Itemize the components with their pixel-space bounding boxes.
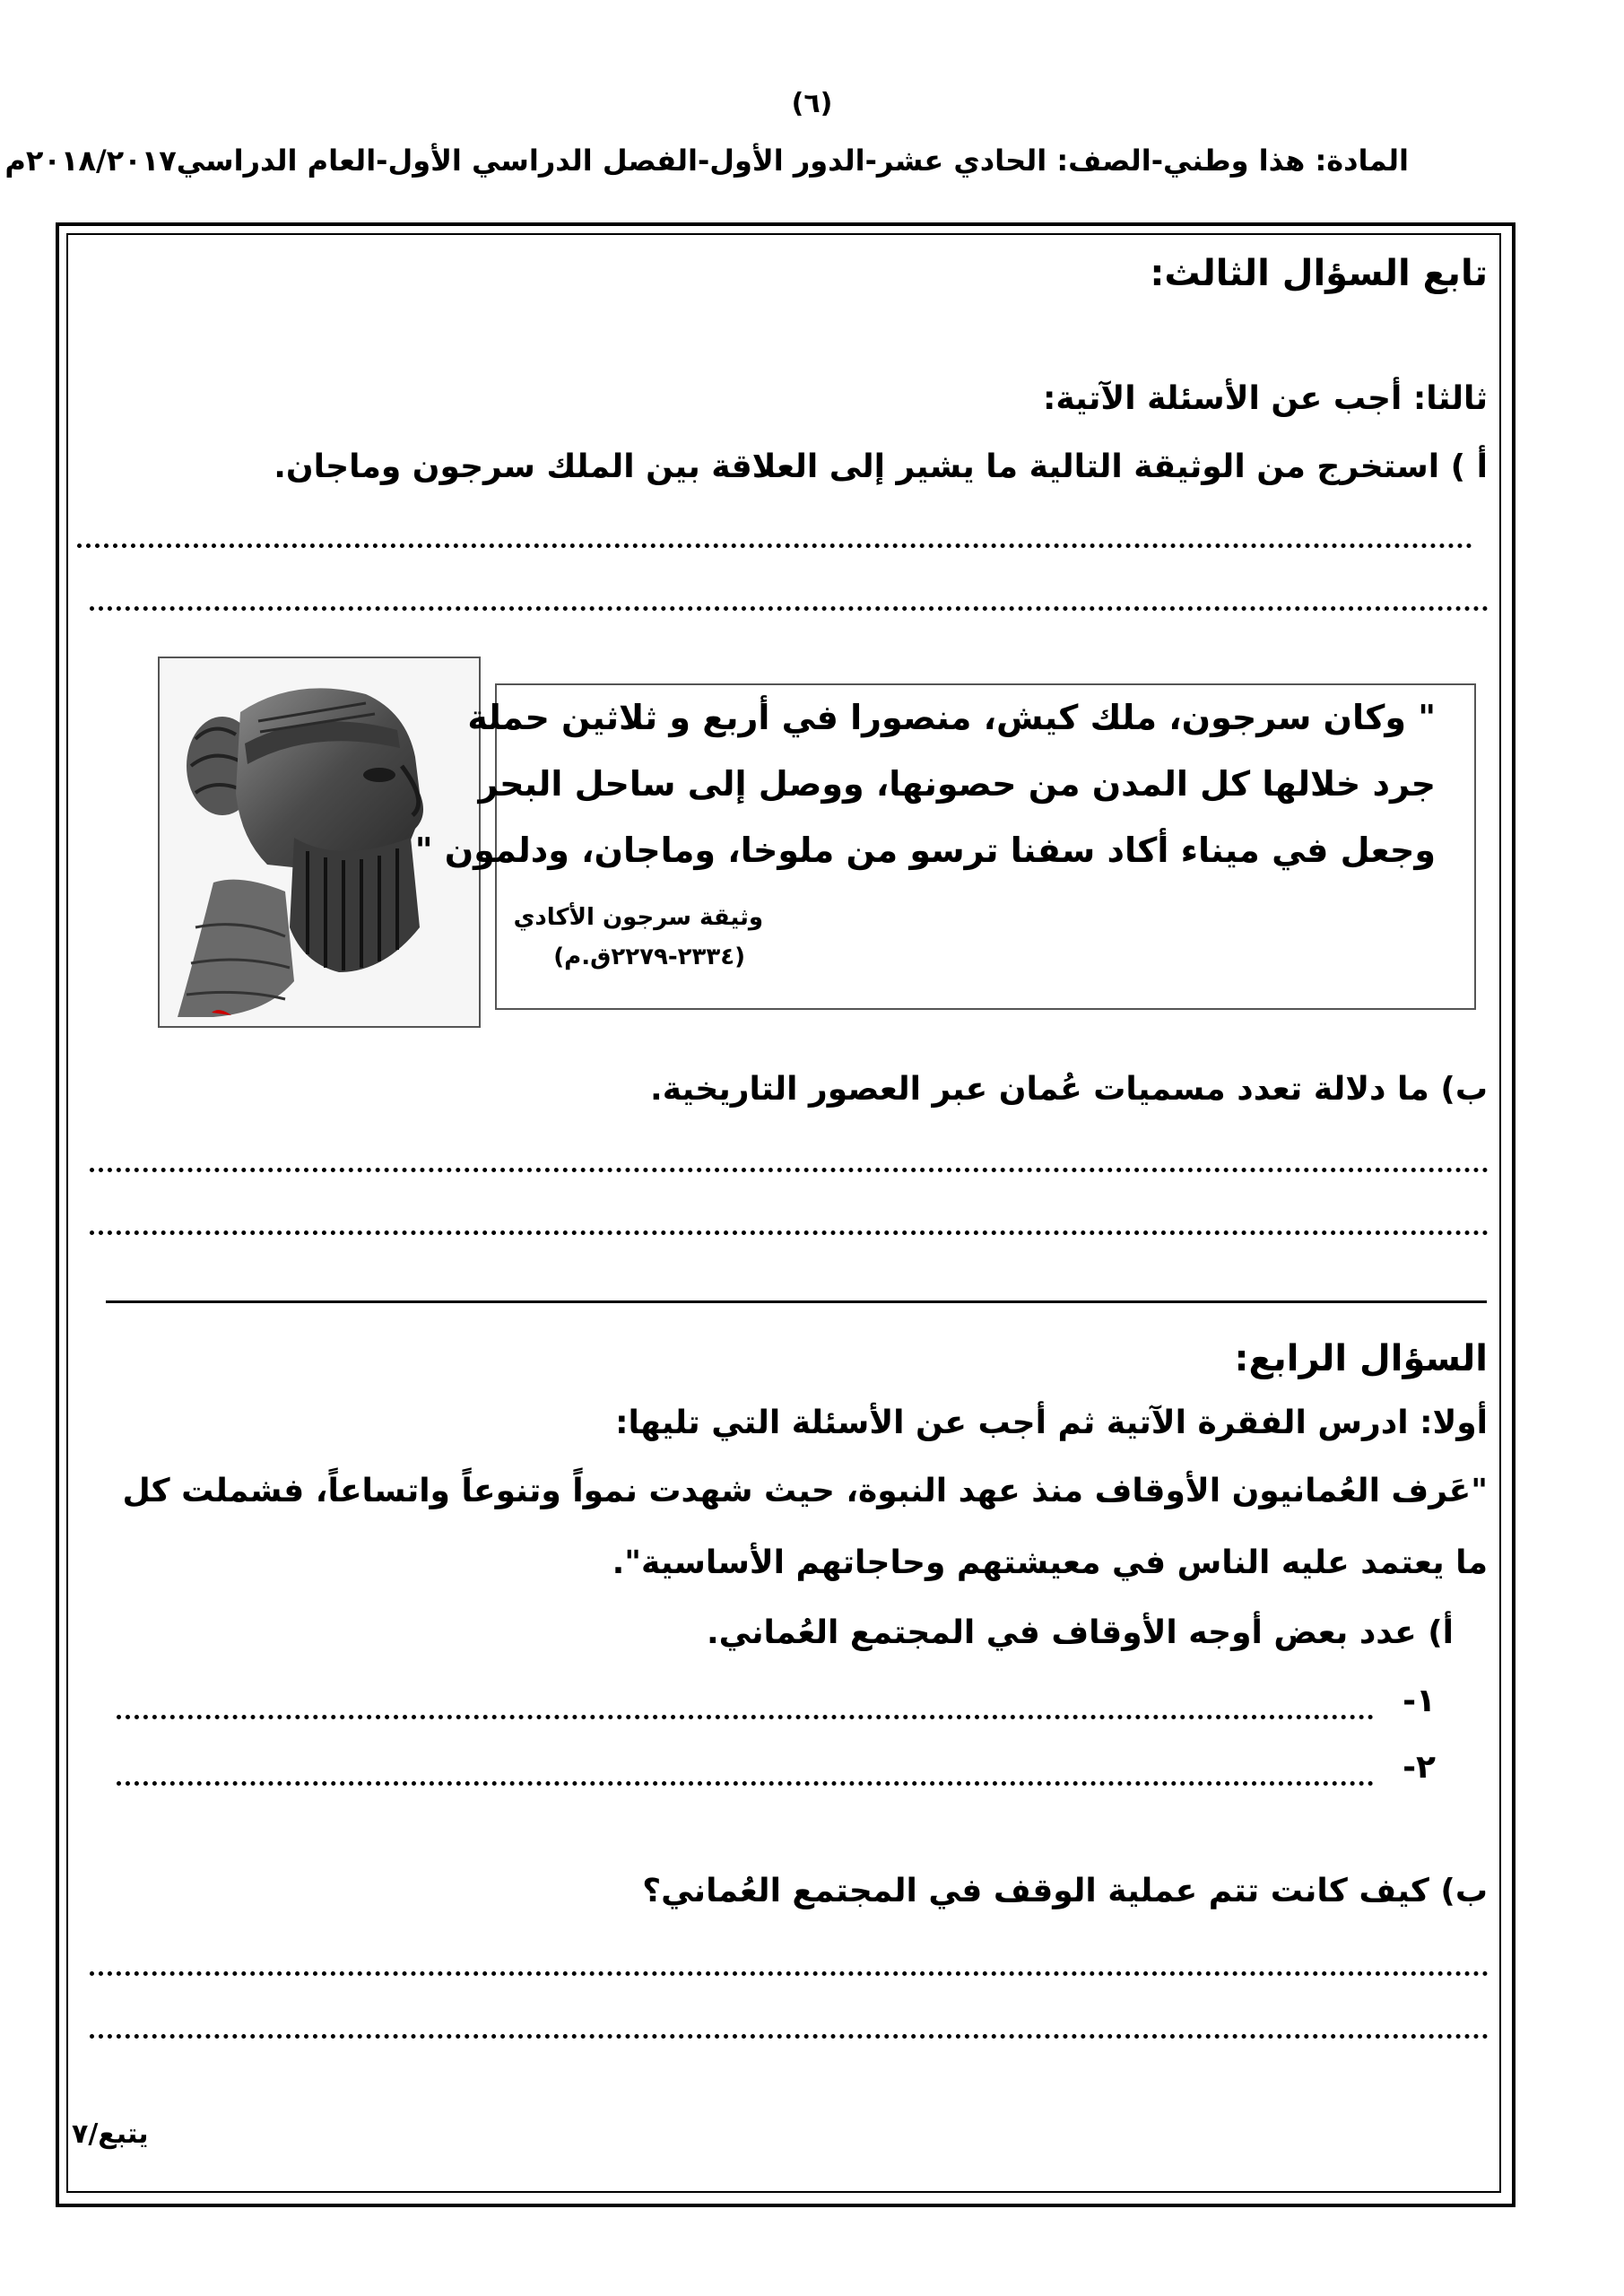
quote-citation-dates: (٢٣٣٤-٢٢٧٩ق.م): [553, 944, 745, 970]
q4-title: السؤال الرابع:: [1234, 1338, 1488, 1379]
answer-line[interactable]: [77, 544, 1472, 548]
answer-item-number-2: ٢-: [1403, 1749, 1436, 1786]
answer-line[interactable]: [90, 1168, 1489, 1172]
answer-line[interactable]: [90, 1971, 1489, 1976]
answer-line[interactable]: [90, 1231, 1489, 1235]
q4-paragraph-line-1: "عَرف العُمانيون الأوقاف منذ عهد النبوة، حيث شهدت نمواً وتنوعاً واتساعاً، فشملت كل: [122, 1473, 1488, 1509]
answer-line[interactable]: [117, 1781, 1374, 1786]
answer-line[interactable]: [90, 606, 1489, 611]
quote-line-3: وجعل في ميناء أكاد سفنا ترسو من ملوخا، وماجان، ودلمون ": [414, 831, 1436, 870]
page-header: المادة: هذا وطني-الصف: الحادي عشر-الدور الأول-الفصل الدراسي الأول-العام الدراسي٢٠١٨/٢٠١٧م: [4, 144, 1409, 178]
quote-line-2: جرد خلالها كل المدن من حصونها، ووصل إلى ساحل البحر: [478, 764, 1436, 804]
continue-note: يتبع/٧: [72, 2118, 149, 2150]
section-divider: [106, 1300, 1487, 1303]
q4-part-title: أولا: ادرس الفقرة الآتية ثم أجب عن الأسئلة التي تليها:: [615, 1405, 1488, 1441]
answer-item-number-1: ١-: [1403, 1683, 1436, 1719]
q3-continuation-title: تابع السؤال الثالث:: [1150, 253, 1488, 294]
answer-line[interactable]: [117, 1715, 1374, 1719]
q4-paragraph-line-2: ما يعتمد عليه الناس في معيشتهم وحاجاتهم الأساسية".: [612, 1544, 1488, 1581]
quote-citation-source: وثيقة سرجون الأكادي: [513, 904, 763, 931]
answer-line[interactable]: [90, 2034, 1489, 2039]
q4-question-a: أ) عدد بعض أوجه الأوقاف في المجتمع العُماني.: [706, 1614, 1454, 1651]
q3-part-title: ثالثا: أجب عن الأسئلة الآتية:: [1042, 380, 1488, 417]
q3-question-b: ب) ما دلالة تعدد مسميات عُمان عبر العصور التاريخية.: [650, 1071, 1488, 1108]
q3-question-a: أ ) استخرج من الوثيقة التالية ما يشير إلى العلاقة بين الملك سرجون وماجان.: [274, 448, 1488, 485]
q4-question-b: ب) كيف كانت تتم عملية الوقف في المجتمع العُماني؟: [642, 1873, 1488, 1909]
quote-line-1: " وكان سرجون، ملك كيش، منصورا في أربع و ثلاثين حملة: [467, 698, 1436, 737]
page-number: (٦): [791, 88, 833, 119]
